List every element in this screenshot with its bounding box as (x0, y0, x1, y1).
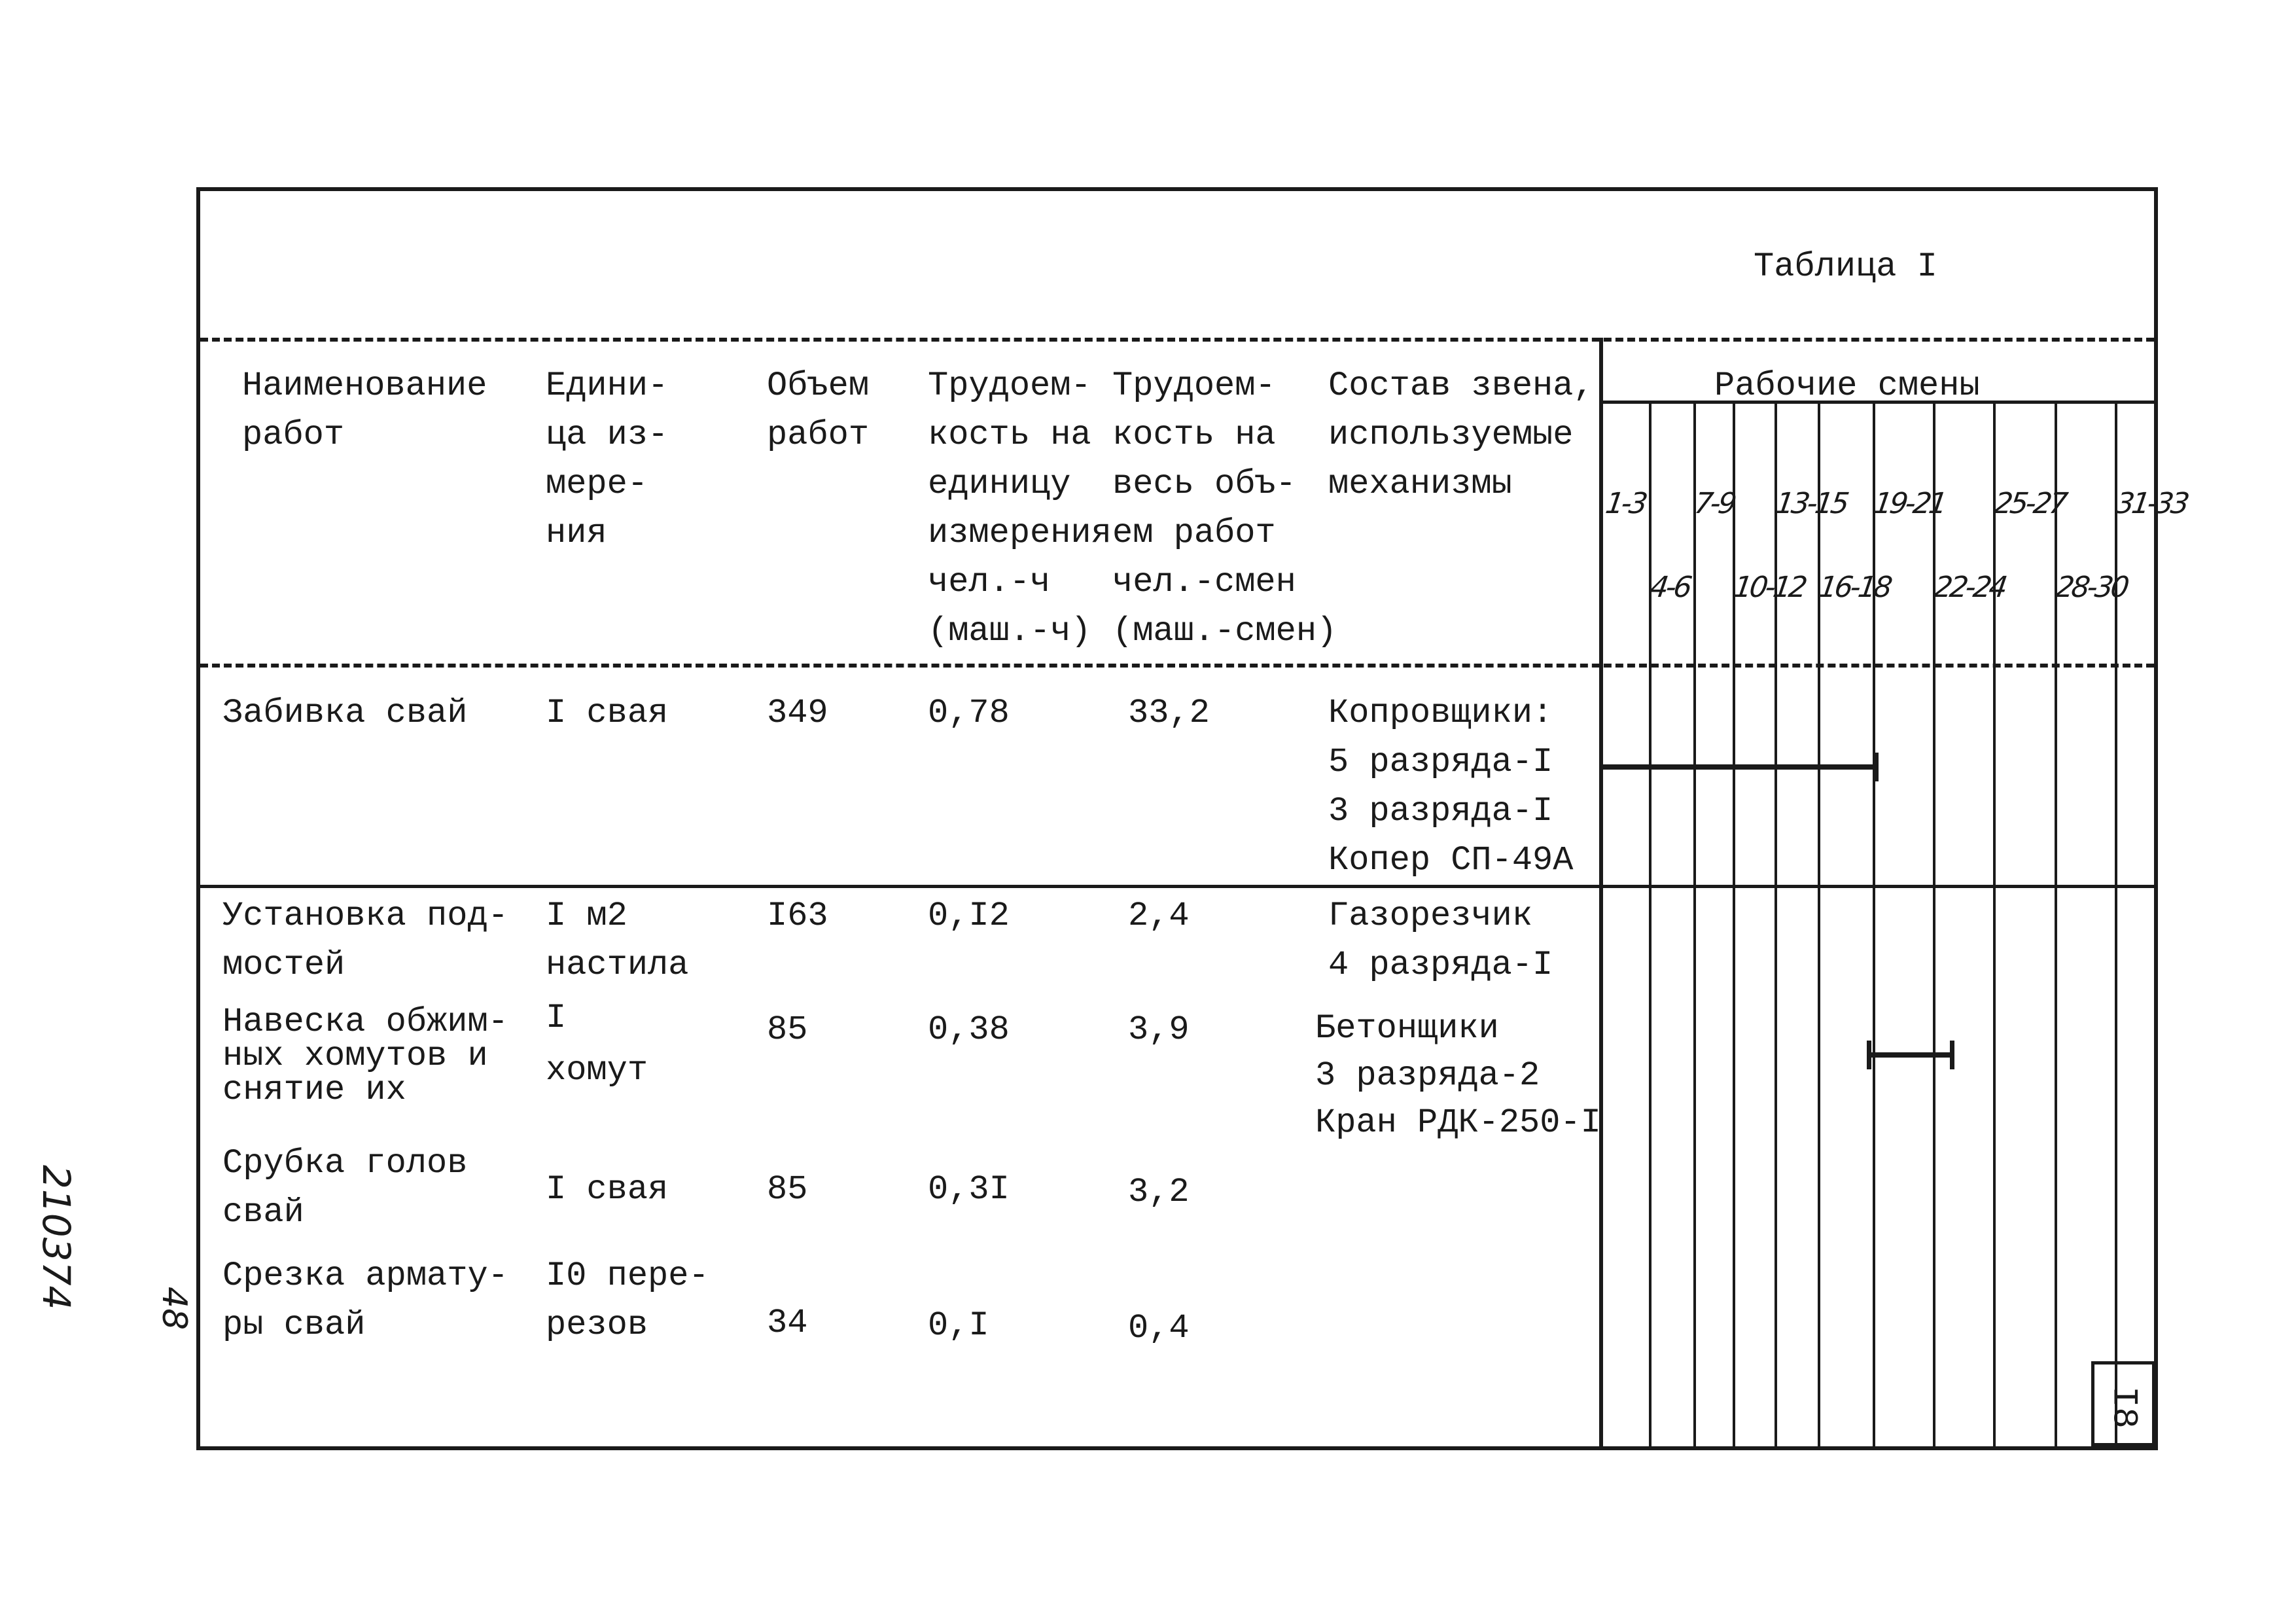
gantt-bar-end (1874, 753, 1879, 781)
row4-labor-total: 3,2 (1128, 1173, 1190, 1211)
row2-crew: Газорезчик 4 разряда-I (1328, 897, 1553, 984)
header-bottom-rule (200, 664, 2154, 668)
shift-label-top: 7-9 (1692, 487, 1737, 520)
row1-labor-unit: 0,78 (928, 694, 1010, 732)
shift-label-top: 19-21 (1871, 487, 1947, 520)
gantt-column-line (1873, 403, 1875, 1446)
header-name: Наименование работ (242, 366, 487, 454)
gantt-column-line (1733, 403, 1735, 1446)
row1-labor-total: 33,2 (1128, 694, 1210, 732)
header-shifts: Рабочие смены (1714, 366, 1980, 405)
row2-unit: I м2 настила (546, 897, 689, 984)
shift-label-bottom: 22-24 (1932, 571, 2007, 604)
gantt-column-line (1933, 403, 1935, 1446)
gantt-bar (1599, 764, 1877, 770)
gantt-column-line (1818, 403, 1820, 1446)
row5-name: Срезка армату- ры свай (222, 1257, 508, 1344)
gantt-column-line (1775, 403, 1777, 1446)
gantt-left-border (1599, 338, 1603, 1446)
gantt-column-line (1993, 403, 1996, 1446)
row4-labor-unit: 0,3I (928, 1170, 1010, 1209)
gantt-column-line (1693, 403, 1696, 1446)
row1-bottom-rule (200, 885, 2154, 888)
gantt-column-line (2115, 403, 2117, 1446)
page-number: I8 (2103, 1386, 2144, 1429)
row3-unit: I хомут (546, 999, 648, 1090)
gantt-bar-end (1950, 1041, 1954, 1069)
row3-crew: Бетонщики 3 разряда-2 Кран РДК-250-I (1315, 1009, 1601, 1142)
row1-name: Забивка свай (222, 694, 468, 732)
row1-unit: I свая (546, 694, 669, 732)
margin-note: 210374 (34, 1165, 79, 1310)
row2-labor-unit: 0,I2 (928, 897, 1010, 935)
row1-crew: Копровщики: 5 разряда-I 3 разряда-I Копер СП-49А (1328, 694, 1574, 880)
gantt-column-line (1649, 403, 1651, 1446)
header-labor-total: Трудоем- кость на весь объ- ем работ чел.-смен (маш.-смен) (1112, 366, 1337, 651)
row2-name: Установка под- мостей (222, 897, 508, 984)
header-unit: Едини- ца из- мере- ния (546, 366, 669, 552)
row3-volume: 85 (767, 1010, 808, 1049)
row5-labor-unit: 0,I (928, 1306, 989, 1345)
row4-name: Срубка голов свай (222, 1144, 468, 1232)
header-crew: Состав звена, используемые механизмы (1328, 366, 1594, 503)
row2-labor-total: 2,4 (1128, 897, 1190, 935)
row5-unit: I0 пере- резов (546, 1257, 709, 1344)
row2-volume: I63 (767, 897, 828, 935)
margin-page: 48 (154, 1287, 194, 1330)
row3-name: Навеска обжим- ных хомутов и снятие их (222, 1003, 508, 1109)
gantt-bar-start (1867, 1041, 1871, 1069)
row3-labor-total: 3,9 (1128, 1010, 1190, 1049)
header-volume: Объем работ (767, 366, 870, 454)
shift-label-bottom: 28-30 (2053, 571, 2129, 604)
table-title: Таблица I (1754, 247, 1937, 286)
gantt-column-line (2055, 403, 2057, 1446)
shift-label-bottom: 4-6 (1648, 571, 1692, 604)
shift-label-top: 1-3 (1603, 487, 1648, 520)
shift-label-bottom: 16-18 (1816, 571, 1892, 604)
row4-volume: 85 (767, 1170, 808, 1209)
row4-unit: I свая (546, 1170, 669, 1209)
shift-label-top: 31-33 (2113, 487, 2189, 520)
shift-label-bottom: 10-12 (1731, 571, 1807, 604)
header-top-rule (200, 338, 2154, 342)
header-labor-unit: Трудоем- кость на единицу измерения чел.-ч (маш.-ч) (928, 366, 1112, 651)
shift-label-top: 13-15 (1773, 487, 1849, 520)
gantt-bar (1868, 1052, 1952, 1058)
row5-volume: 34 (767, 1304, 808, 1342)
row3-labor-unit: 0,38 (928, 1010, 1010, 1049)
row5-labor-total: 0,4 (1128, 1309, 1190, 1347)
row1-volume: 349 (767, 694, 828, 732)
shift-label-top: 25-27 (1992, 487, 2068, 520)
